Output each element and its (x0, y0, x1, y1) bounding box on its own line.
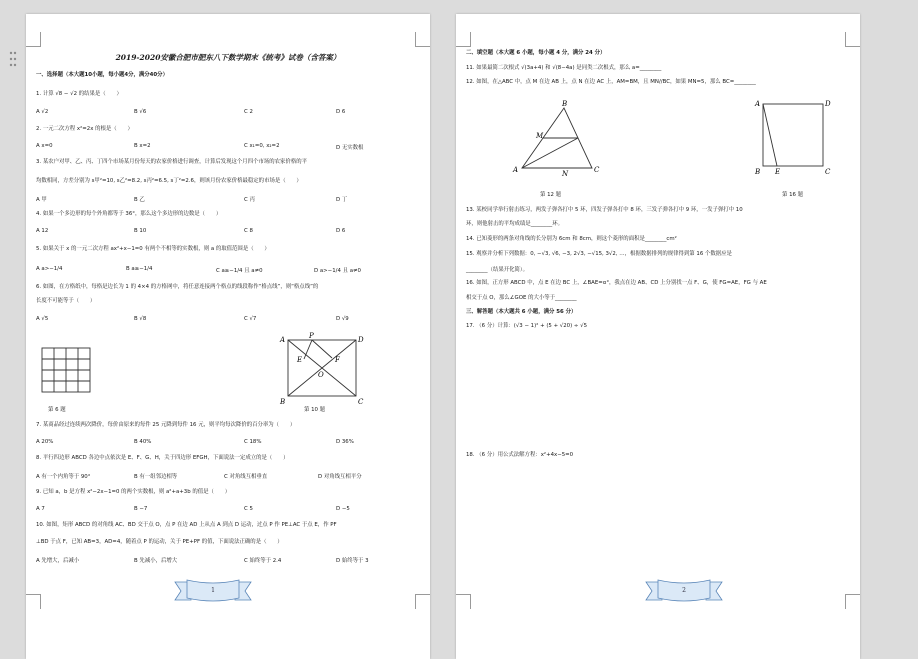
figure-12-triangle (508, 98, 604, 178)
question-7-options (36, 439, 420, 446)
label-c: C (358, 398, 364, 406)
question-2-options (36, 143, 420, 150)
question-16-line-1: 16. 如图，正方形 ABCD 中，点 E 在边 BC 上，∠BAE=α°，我点在边 AB、CD 上分别找一点 F、G，使 FG=AE，FG 与 AE (466, 280, 767, 286)
option-a: A 有一个内角等于 90° (36, 474, 91, 480)
option-a: A 7 (36, 506, 45, 512)
question-3-line-2: 均数相同，方差分别为 s甲²=10, s乙²=8.2, s丙²=6.5, s丁²=2.6，则该月份农家价格最稳定的市场是（ ） (36, 178, 302, 184)
option-c: C 8 (244, 228, 253, 234)
option-b: B −7 (134, 506, 148, 512)
option-b: B 有一组邻边相等 (134, 474, 178, 480)
option-b: B 先减小，后增大 (134, 558, 178, 564)
question-15-line-1: 15. 观察并分析下列数据：0, −√3, √6, −3, 2√3, −√15, 3√2, …，根据数据排列的规律得到第 16 个数据应是 (466, 251, 732, 257)
option-a: A 先增大，后减小 (36, 558, 80, 564)
option-d: D √9 (336, 316, 349, 322)
document-page-1 (26, 14, 430, 659)
crop-mark (415, 594, 430, 609)
question-12: 12. 如图，在△ABC 中，点 M 在边 AB 上，点 N 在边 AC 上，AM=BM，且 MN//BC，如果 MN=5，那么 BC=________ (466, 79, 756, 85)
option-c: C 丙 (244, 197, 255, 203)
option-d: D 36% (336, 439, 354, 445)
question-15-line-2: ________（结果开化简）。 (466, 267, 528, 273)
document-page-2 (456, 14, 860, 659)
option-c: C 2 (244, 109, 253, 115)
option-d: D −5 (336, 506, 350, 512)
figure-6-grid (41, 347, 91, 393)
question-4: 4. 如果一个多边形的每个外角都等于 36°，那么这个多边形的边数是（ ） (36, 211, 222, 217)
option-d: D 对角线互相平分 (318, 474, 362, 480)
option-c: C 对角线互相垂直 (224, 474, 268, 480)
question-10-options (36, 556, 420, 563)
label-a: A (513, 166, 519, 174)
label-p: P (309, 332, 314, 340)
question-18: 18. （6 分）用公式法解方程：x²+4x−5=0 (466, 452, 574, 458)
figure-16-caption: 第 16 题 (782, 192, 804, 198)
label-n: N (562, 170, 569, 178)
label-b: B (280, 398, 286, 406)
label-m: M (536, 132, 544, 140)
option-b: B √6 (134, 109, 147, 115)
crop-mark (26, 32, 41, 47)
option-b: B 40% (134, 439, 152, 445)
figure-6-caption: 第 6 题 (48, 407, 66, 413)
figure-10-rectangle (278, 332, 366, 410)
crop-mark (456, 32, 471, 47)
option-a: A 20% (36, 439, 54, 445)
section-heading: 一、选择题（本大题10小题，每小题4分，满分40分） (36, 72, 168, 78)
option-c: C √7 (244, 316, 257, 322)
question-10-line-2: ⊥BD 于点 F，已知 AB=3，AD=4，随着点 P 的运动，关于 PE+PF 的值，下面说法正确的是（ ） (36, 539, 283, 545)
question-6-line-2: 长度不可能等于（ ） (36, 298, 96, 304)
option-a: A 12 (36, 228, 49, 234)
question-5-options (36, 266, 420, 273)
question-6-line-1: 6. 如图，在方格纸中，每格是边长为 1 的 4×4 的方格网中，将任意连接两个格点的线段称作“格点线”，则“格点线”的 (36, 284, 319, 290)
page-number: 2 (682, 587, 686, 594)
option-c: C a≥−1/4 且 a≠0 (216, 268, 263, 274)
option-c: C 5 (244, 506, 253, 512)
option-d: D 6 (336, 109, 346, 115)
option-b: B 10 (134, 228, 147, 234)
option-d: D 无实数根 (336, 145, 364, 151)
option-a: A 甲 (36, 197, 47, 203)
label-e: E (775, 168, 781, 176)
question-3-options (36, 195, 420, 202)
question-14: 14. 已知菱形的两条对角线的长分别为 6cm 和 8cm，则这个菱形的面积是________cm² (466, 236, 677, 242)
question-13-line-1: 13. 某校同学举行射击练习，两发子弹各打中 5 环，四发子弹各打中 8 环，三发子弹各打中 9 环，一发子弹打中 10 (466, 207, 743, 213)
section-heading: 二、填空题（本大题 6 小题，每小题 4 分，满分 24 分） (466, 50, 606, 56)
question-17: 17. （6 分）计算：(√3 − 1)² + (5 + √20) ÷ √5 (466, 323, 588, 329)
option-b: B a≥−1/4 (126, 266, 153, 272)
option-d: D 始终等于 3 (336, 558, 369, 564)
question-5: 5. 如果关于 x 的一元二次方程 ax²+x−1=0 有两个不相等的实数根，则 a 的取值范围是（ ） (36, 246, 270, 252)
crop-mark (415, 32, 430, 47)
page-number: 1 (211, 587, 215, 594)
question-9: 9. 已知 a，b 是方程 x²−2x−1=0 的两个实数根，则 a²+a+3b 的值是（ ） (36, 489, 231, 495)
label-d: D (358, 336, 364, 344)
option-c: C x₁=0, x₂=2 (244, 143, 280, 149)
question-8: 8. 平行四边形 ABCD 各边中点依次是 E、F、G、H，关于四边形 EFGH，下面说法一定成立的是（ ） (36, 455, 289, 461)
crop-mark (845, 594, 860, 609)
question-2: 2. 一元二次方程 x²=2x 的根是（ ） (36, 126, 133, 132)
option-a: A √5 (36, 316, 49, 322)
option-b: B 乙 (134, 197, 145, 203)
label-o: O (318, 371, 324, 379)
question-4-options (36, 228, 420, 235)
label-f: F (335, 356, 340, 364)
page-number-banner (644, 578, 724, 604)
crop-mark (845, 32, 860, 47)
label-a: A (280, 336, 286, 344)
label-c: C (825, 168, 831, 176)
question-10-line-1: 10. 如图，矩形 ABCD 的对角线 AC、BD 交于点 O，点 P 在边 AD 上从点 A 到点 D 运动，过点 P 作 PE⊥AC 于点 E，作 PF (36, 522, 337, 528)
label-e: E (297, 356, 303, 364)
question-16-line-2: 相交于点 O，那么∠GOE 的大小等于________ (466, 295, 577, 301)
label-b: B (562, 100, 568, 108)
option-c: C 始终等于 2.4 (244, 558, 282, 564)
figure-10-caption: 第 10 题 (304, 407, 326, 413)
option-a: A x=0 (36, 143, 53, 149)
option-d: D a>−1/4 且 a≠0 (314, 268, 361, 274)
section-heading: 三、解答题（本大题共 6 小题，满分 56 分） (466, 309, 577, 315)
option-a: A √2 (36, 109, 49, 115)
option-a: A a>−1/4 (36, 266, 63, 272)
crop-mark (26, 594, 41, 609)
question-1-options (36, 109, 420, 116)
label-a: A (755, 100, 761, 108)
label-c: C (594, 166, 600, 174)
question-7: 7. 某商品经过连续两次降价，每价由原来的每件 25 元降到每件 16 元，则平均每次降价的百分率为（ ） (36, 422, 296, 428)
label-d: D (825, 100, 831, 108)
option-b: B x=2 (134, 143, 151, 149)
question-3-line-1: 3. 某农户对甲、乙、丙、丁四个市场某月份每天的农家价格进行调查，计算后发现这个月四个市场的农家价格的平 (36, 159, 307, 165)
option-d: D 6 (336, 228, 346, 234)
question-9-options (36, 506, 420, 513)
option-b: B √8 (134, 316, 147, 322)
page-number-banner (173, 578, 253, 604)
question-13-line-2: 环，则他射击的平均成绩是________环。 (466, 221, 564, 227)
document-title: 2019-2020安徽合肥市肥东八下数学期末《统考》试卷（含答案） (115, 53, 341, 62)
option-d: D 丁 (336, 197, 348, 203)
question-8-options (36, 472, 420, 479)
label-b: B (755, 168, 761, 176)
option-c: C 18% (244, 439, 262, 445)
question-11: 11. 如果最简二次根式 √(3a+4) 和 √(8−4a) 是同类二次根式，那么 a=________ (466, 65, 662, 71)
figure-12-caption: 第 12 题 (540, 192, 562, 198)
drag-handle-icon[interactable] (8, 50, 18, 68)
figure-16-square (753, 98, 833, 178)
question-6-options (36, 316, 420, 323)
crop-mark (456, 594, 471, 609)
question-1: 1. 计算 √8 − √2 的结果是（ ） (36, 91, 122, 97)
